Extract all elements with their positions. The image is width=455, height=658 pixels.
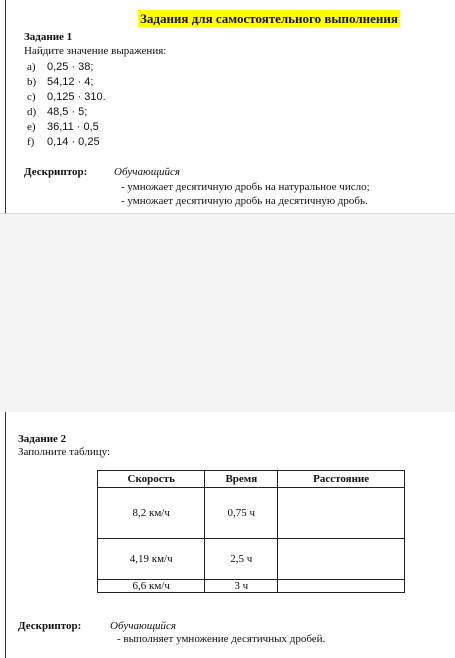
- task1-instruction: Найдите значение выражения:: [24, 45, 167, 57]
- item-letter: b): [27, 76, 37, 88]
- task1-expression-list: [27, 60, 106, 150]
- cell-time: 2,5 ч: [205, 539, 278, 580]
- item-expression: 54,12 · 4;: [47, 76, 94, 88]
- list-item: [27, 75, 106, 90]
- cell-distance-blank[interactable]: [278, 580, 405, 593]
- item-expression: 48,5 · 5;: [47, 106, 88, 118]
- list-item: [27, 90, 106, 105]
- item-letter: d): [27, 106, 37, 118]
- item-expression: 36,11 · 0,5: [47, 121, 99, 133]
- task2-descriptor-line: - выполняет умножение десятичных дробей.: [117, 633, 326, 645]
- table-row: [98, 488, 405, 539]
- page-heading: Задания для самостоятельного выполнения: [140, 11, 398, 26]
- table-row: [98, 539, 405, 580]
- list-item: [27, 60, 106, 75]
- descriptor-line: - умножает десятичную дробь на натуральное число;: [121, 181, 370, 193]
- task2-descriptor-subject: Обучающийся: [110, 620, 177, 632]
- task1-title: Задание 1: [24, 31, 73, 43]
- header-speed: Скорость: [98, 471, 205, 488]
- item-letter: c): [27, 91, 36, 103]
- item-expression: 0,25 · 38;: [47, 61, 94, 73]
- task1-descriptor-label: Дескриптор:: [24, 166, 88, 178]
- header-time: Время: [205, 471, 278, 488]
- item-letter: f): [27, 136, 35, 148]
- list-item: [27, 135, 106, 150]
- descriptor-line: - умножает десятичную дробь на десятичную дробь.: [121, 195, 368, 207]
- cell-speed: 8,2 км/ч: [98, 488, 205, 539]
- cell-distance-blank[interactable]: [278, 488, 405, 539]
- task2-instruction: Заполните таблицу:: [18, 446, 111, 458]
- cell-time: 0,75 ч: [205, 488, 278, 539]
- left-margin-rule: [5, 0, 6, 213]
- task1-descriptor-lines: [121, 180, 370, 208]
- item-letter: a): [27, 61, 36, 73]
- cell-speed: 6,6 км/ч: [98, 580, 205, 593]
- task2-descriptor-label: Дескриптор:: [18, 620, 82, 632]
- table-header-row: [98, 471, 405, 488]
- task1-descriptor-subject: Обучающийся: [114, 166, 181, 178]
- cell-speed: 4,19 км/ч: [98, 539, 205, 580]
- page-gap: [0, 213, 455, 413]
- item-expression: 0,14 · 0,25: [47, 136, 100, 148]
- item-expression: 0,125 · 310.: [47, 91, 106, 103]
- list-item: [27, 105, 106, 120]
- header-distance: Расстояние: [278, 471, 405, 488]
- speed-time-distance-table: [97, 470, 405, 593]
- list-item: [27, 120, 106, 135]
- table-row: [98, 580, 405, 593]
- left-margin-rule: [5, 412, 6, 658]
- cell-time: 3 ч: [205, 580, 278, 593]
- task2-title: Задание 2: [18, 433, 67, 445]
- item-letter: e): [27, 121, 36, 133]
- cell-distance-blank[interactable]: [278, 539, 405, 580]
